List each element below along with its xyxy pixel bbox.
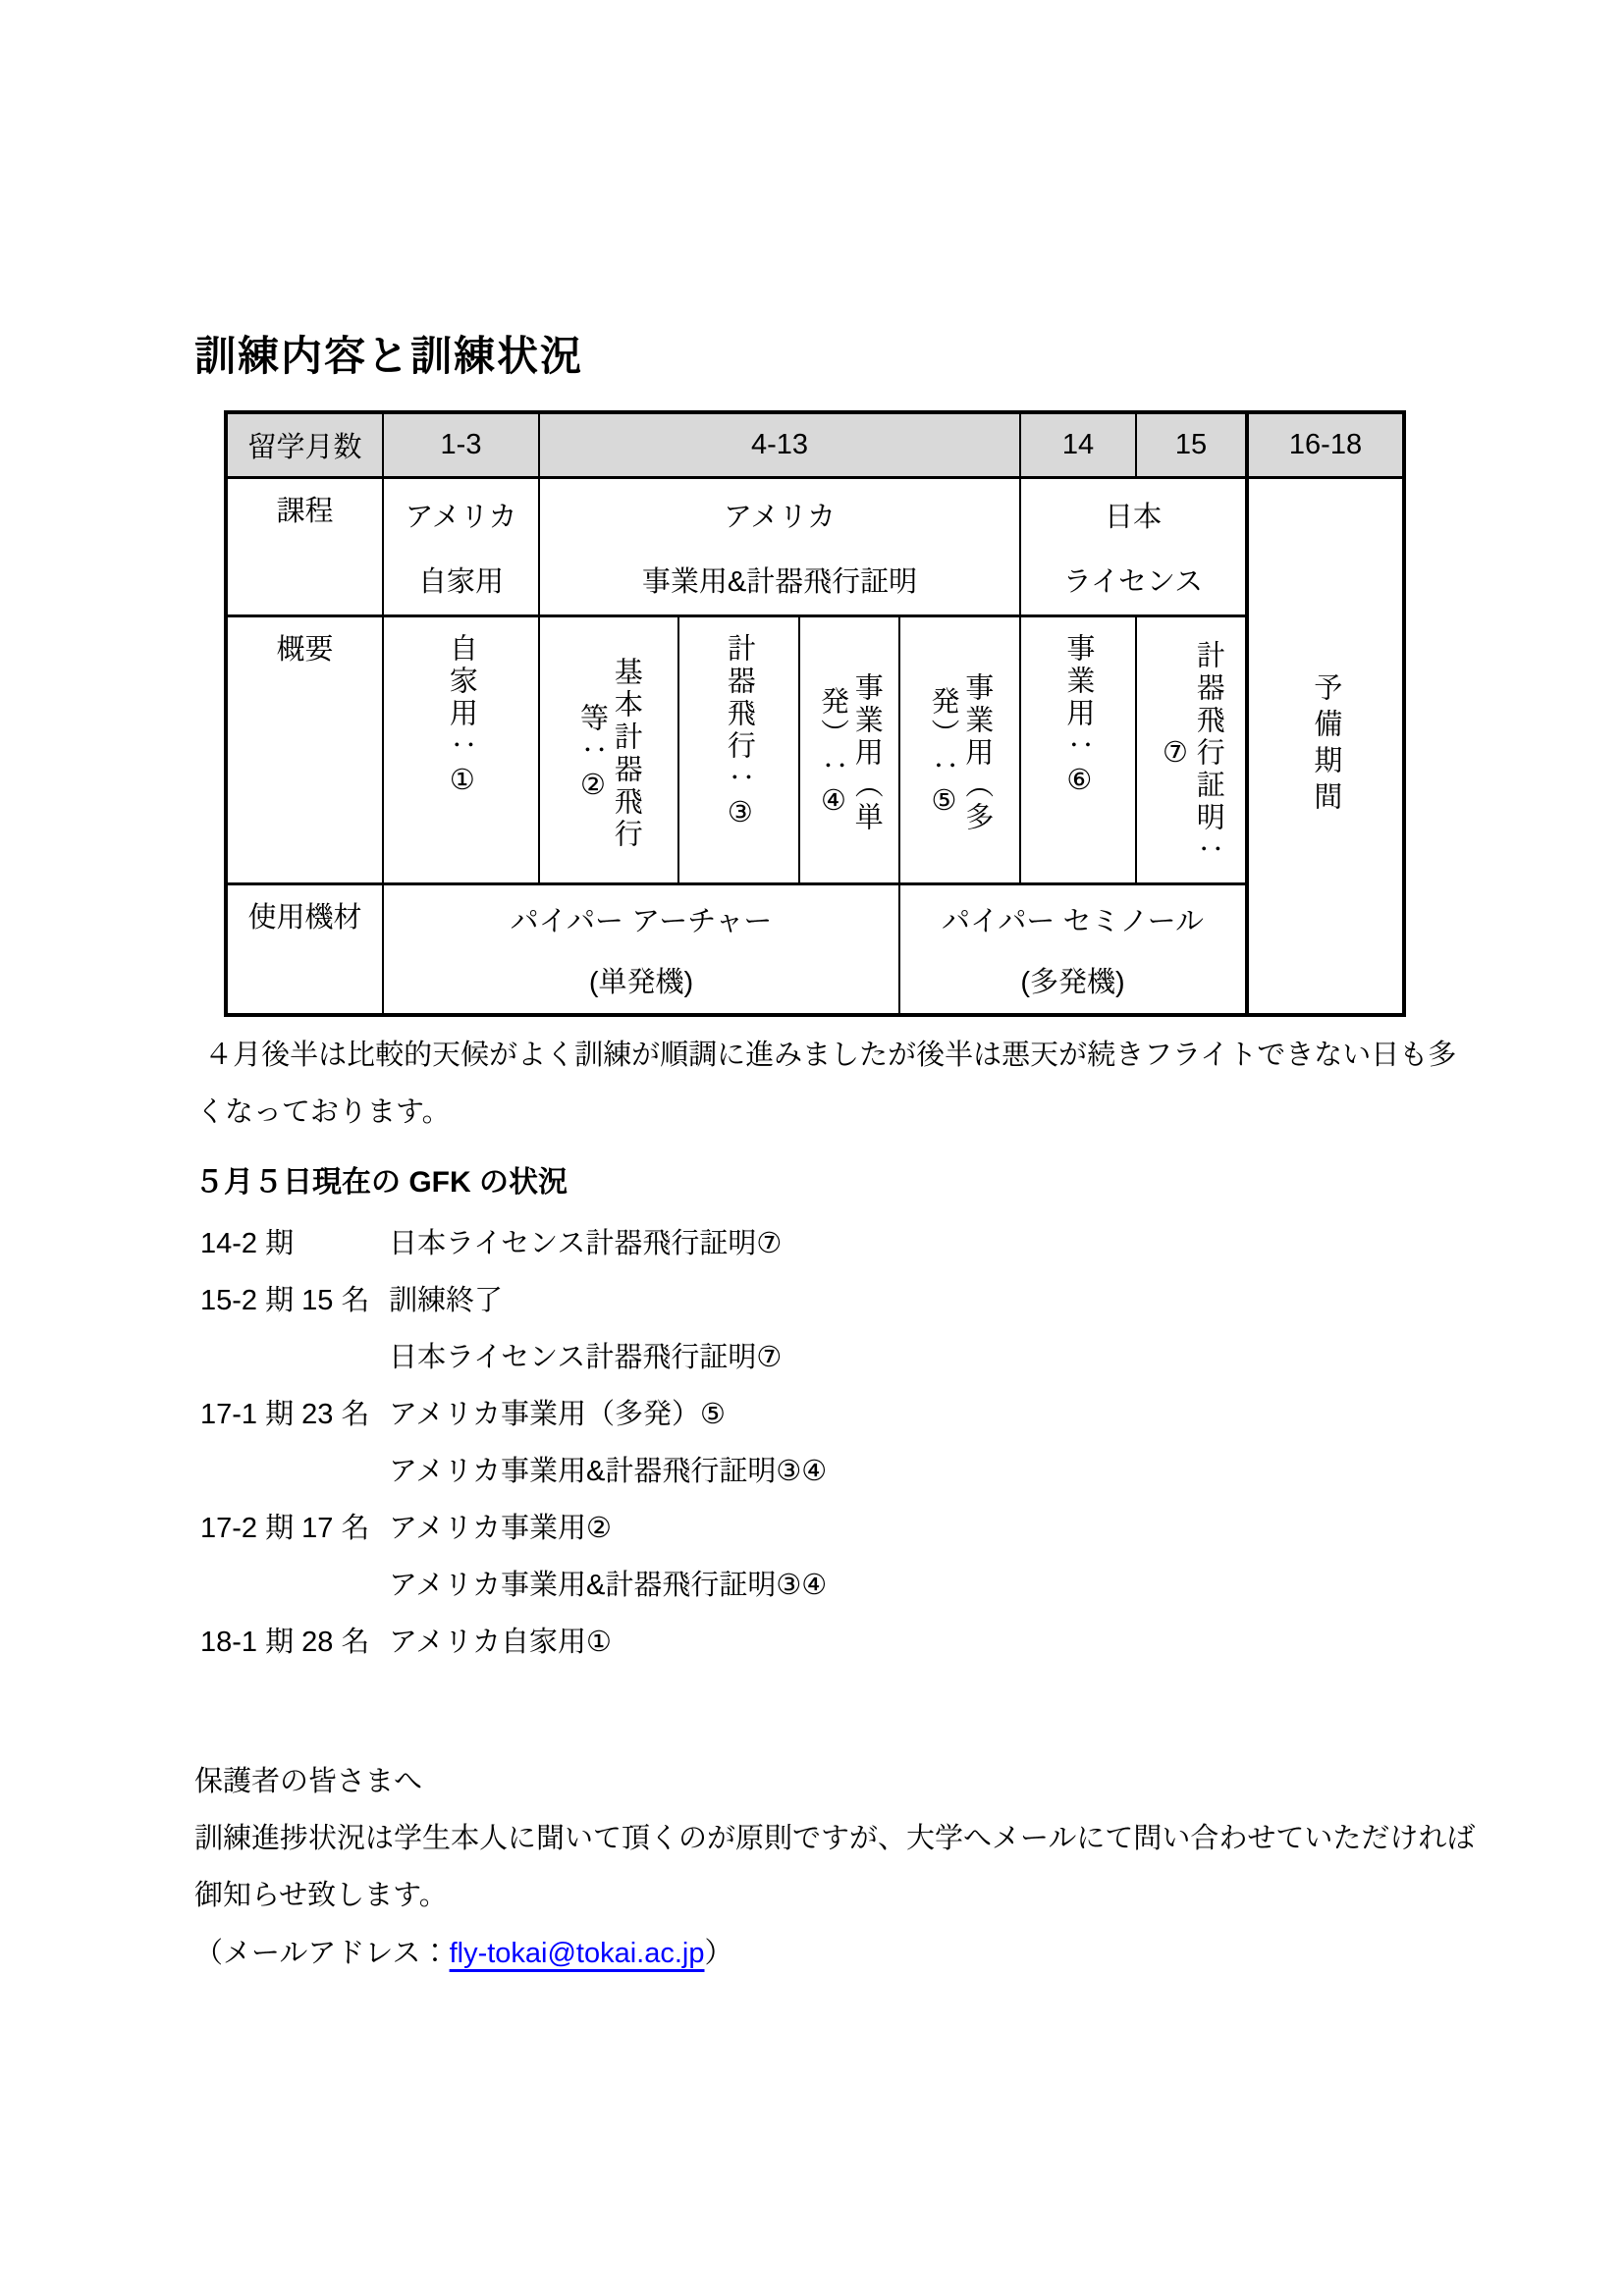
- reserve-period-cell: [1247, 477, 1404, 1015]
- status-label: 15-2 期 15 名: [200, 1284, 370, 1316]
- status-desc: アメリカ事業用&計器飛行証明③④: [389, 1455, 828, 1487]
- equipment-cell-multi-engine: [899, 883, 1247, 1015]
- status-heading: ５月５日現在の GFK の状況: [194, 1165, 568, 1199]
- course-us-private-line1: アメリカ: [405, 501, 517, 533]
- email-prefix: （メールアドレス：: [194, 1937, 450, 1969]
- overview-cell-commercial-single-4: [799, 615, 899, 883]
- course-japan-line2: ライセンス: [1062, 565, 1204, 598]
- overview-cell-instrument-3: [678, 615, 799, 883]
- overview-cell-commercial-6: [1020, 615, 1136, 883]
- equipment-multi-line1: パイパー セミノール: [941, 905, 1205, 937]
- course-japan-line1: 日本: [1104, 501, 1162, 533]
- status-label: 18-1 期 28 名: [200, 1626, 370, 1658]
- status-row-17-1: [200, 1386, 1624, 1443]
- status-label: 14-2 期: [200, 1227, 295, 1259]
- status-row-15-2-cont: [200, 1329, 1624, 1386]
- training-schedule-table: [224, 410, 1406, 1017]
- closing-section: [0, 1753, 1624, 1983]
- contact-note-paragraph: 訓練進捗状況は学生本人に聞いて頂くのが原則ですが、大学へメールにて問い合わせていただければ御知らせ致します。: [194, 1822, 1476, 1911]
- status-desc: 日本ライセンス計器飛行証明⑦: [389, 1341, 783, 1373]
- status-row-17-1-cont: [200, 1443, 1624, 1500]
- status-list: [200, 1215, 1624, 1671]
- overview-text-instrument-cert-7: 計器飛行証明：⑦: [1159, 640, 1224, 867]
- status-label: [200, 1329, 389, 1386]
- equipment-multi-line2: (多発機): [1020, 966, 1125, 998]
- course-us-private-line2: 自家用: [417, 565, 504, 598]
- status-desc: アメリカ自家用①: [389, 1626, 612, 1658]
- reserve-period-text: 予備期間: [1310, 671, 1342, 818]
- status-label: 17-1 期 23 名: [200, 1398, 370, 1430]
- status-row-18-1: [200, 1614, 1624, 1671]
- parents-greeting: 保護者の皆さまへ: [194, 1765, 423, 1797]
- overview-text-private-1: 自家用：①: [445, 632, 477, 800]
- overview-row-label: 概要: [226, 615, 383, 883]
- months-cell-1-3: 1-3: [383, 412, 539, 477]
- status-desc: 訓練終了: [389, 1284, 504, 1316]
- overview-text-instrument-3: 計器飛行：③: [723, 632, 755, 832]
- email-line: [194, 1924, 1624, 1983]
- equipment-row: [226, 883, 1404, 1015]
- status-row-17-2-cont: [200, 1557, 1624, 1614]
- course-cell-us-private: [383, 477, 539, 615]
- months-cell-4-13: 4-13: [539, 412, 1020, 477]
- months-header-row: [226, 412, 1404, 477]
- months-cell-15: 15: [1136, 412, 1247, 477]
- overview-cell-instrument-cert-7: [1136, 615, 1247, 883]
- overview-row: [226, 615, 1404, 883]
- course-cell-us-commercial: [539, 477, 1020, 615]
- page-title: 訓練内容と訓練状況: [194, 333, 584, 379]
- overview-text-basic-instrument-2: 基本計器飛行等：②: [576, 656, 642, 851]
- status-row-14-2: [200, 1215, 1624, 1272]
- status-label: [200, 1557, 389, 1614]
- overview-cell-private-1: [383, 615, 539, 883]
- course-cell-japan: [1020, 477, 1247, 615]
- course-row: [226, 477, 1404, 615]
- weather-note-paragraph: ４月後半は比較的天候がよく訓練が順調に進みましたが後半は悪天が続きフライトできない日も多くなっております。: [196, 1039, 1457, 1128]
- email-link[interactable]: fly-tokai@tokai.ac.jp: [449, 1937, 705, 1969]
- status-row-15-2: [200, 1272, 1624, 1329]
- months-row-label: 留学月数: [226, 412, 383, 477]
- status-desc: アメリカ事業用②: [389, 1512, 612, 1544]
- status-desc: アメリカ事業用&計器飛行証明③④: [389, 1569, 828, 1601]
- status-label: 17-2 期 17 名: [200, 1512, 370, 1544]
- course-us-commercial-line2: 事業用&計器飛行証明: [641, 565, 918, 598]
- equipment-single-line2: (単発機): [588, 966, 694, 998]
- equipment-single-line1: パイパー アーチャー: [510, 905, 773, 937]
- overview-cell-basic-instrument-2: [539, 615, 678, 883]
- course-us-commercial-line1: アメリカ: [724, 501, 836, 533]
- status-row-17-2: [200, 1500, 1624, 1557]
- equipment-cell-single-engine: [383, 883, 899, 1015]
- equipment-row-label: 使用機材: [226, 883, 383, 1015]
- status-label: [200, 1443, 389, 1500]
- course-row-label: 課程: [226, 477, 383, 615]
- months-cell-14: 14: [1020, 412, 1136, 477]
- overview-text-commercial-single-4: 事業用（単発）：④: [817, 672, 883, 834]
- overview-text-commercial-6: 事業用：⑥: [1062, 632, 1095, 800]
- status-desc: 日本ライセンス計器飛行証明⑦: [389, 1227, 783, 1259]
- email-suffix: ）: [704, 1937, 733, 1969]
- overview-cell-commercial-multi-5: [899, 615, 1020, 883]
- status-desc: アメリカ事業用（多発）⑤: [389, 1398, 726, 1430]
- overview-text-commercial-multi-5: 事業用（多発）：⑤: [927, 672, 994, 834]
- months-cell-16-18: 16-18: [1247, 412, 1404, 477]
